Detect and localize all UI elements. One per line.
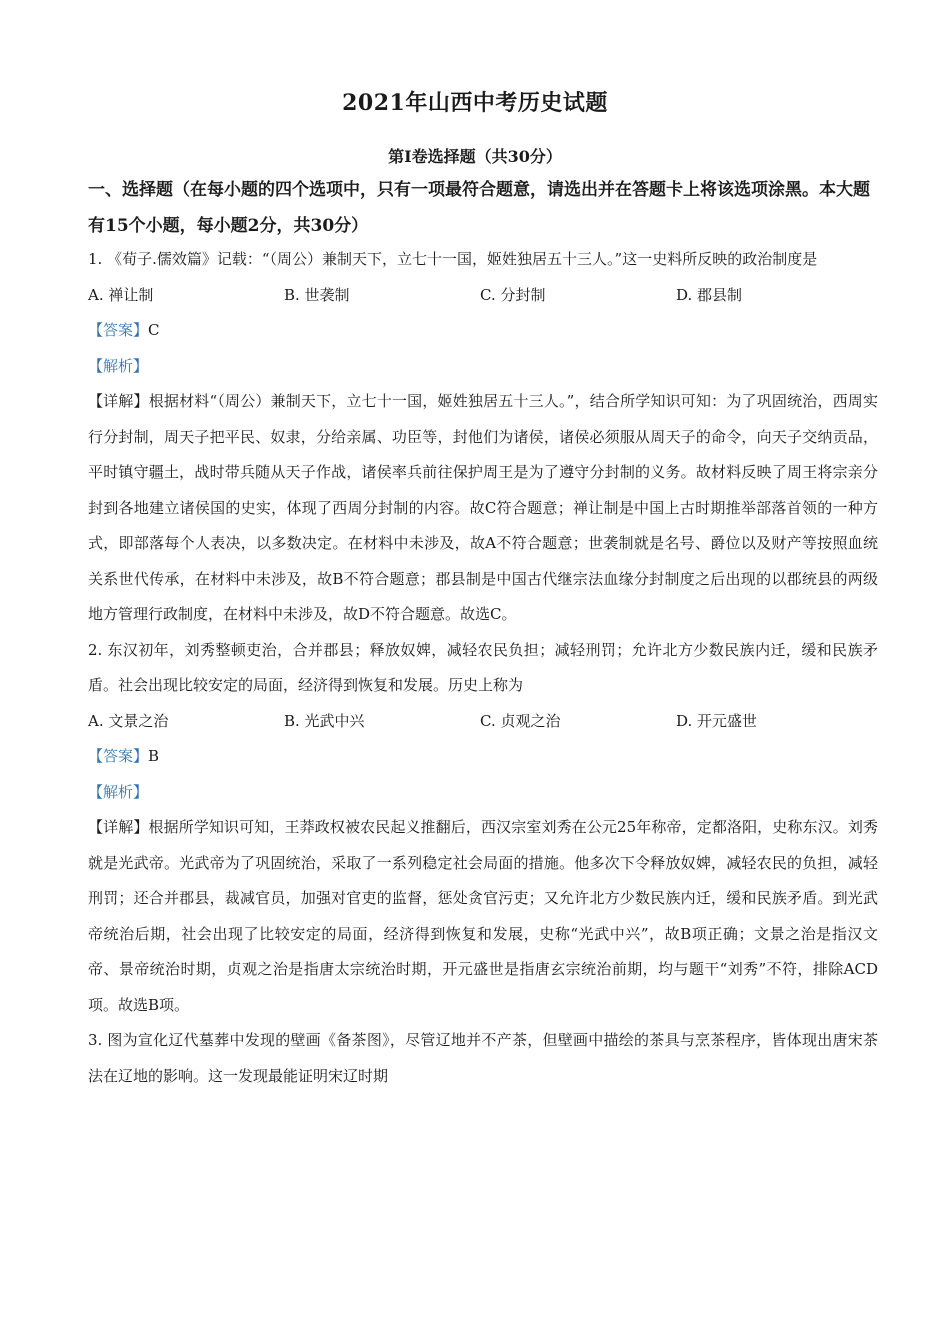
q1-answer-value: C [148,321,160,339]
q2-options [88,704,878,740]
q1-detail-text: 根据材料“（周公）兼制天下，立七十一国，姬姓独居五十三人。”，结合所学知识可知：为了巩固统治，西周实行分封制，周天子把平民、奴隶，分给亲属、功臣等，封他们为诸侯，诸侯必须服从周天子的命令，向天子交纳贡品，平时镇守疆土，战时带兵随从天子作战，诸侯率兵前往保护周王是为了遵守分封制的义务。故材料反映了周王将宗亲分封到各地建立诸侯国的史实，体现了西周分封制的内容。故C符合题意；禅让制是中国上古时期推举部落首领的一种方式，即部落每个人表决，以多数决定。在材料中未涉及，故A不符合题意；世袭制就是名号、爵位以及财产等按照血统关系世代传承，在材料中未涉及，故B不符合题意；郡县制是中国古代继宗法血缘分封制度之后出现的以郡统县的两级地方管理行政制度，在材料中未涉及，故D不符合题意。故选C。 [88,392,878,623]
section-subtitle: 第Ⅰ卷选择题（共30分） [388,147,562,166]
q3-stem: 3. 图为宣化辽代墓葬中发现的壁画《备茶图》，尽管辽地并不产茶，但壁画中描绘的茶具与烹茶程序，皆体现出唐宋茶法在辽地的影响。这一发现最能证明宋辽时期 [88,1031,878,1085]
page-title: 2021年山西中考历史试题 [342,90,608,116]
q1-stem: 1. 《荀子.儒效篇》记载：“（周公）兼制天下，立七十一国，姬姓独居五十三人。”这一史料所反映的政治制度是 [88,250,818,268]
answer-label: 【答案】 [88,321,149,339]
q1-option-c: C. 分封制 [480,285,546,304]
questions-body [88,242,878,1094]
q2-detail [88,810,878,1023]
q2-stem: 2. 东汉初年，刘秀整顿吏治，合并郡县；释放奴婢，减轻农民负担；减轻刑罚；允许北方少数民族内迁，缓和民族矛盾。社会出现比较安定的局面，经济得到恢复和发展。历史上称为 [88,640,878,694]
section-instructions: 一、选择题（在每小题的四个选项中，只有一项最符合题意，请选出并在答题卡上将该选项涂黑。本大题有15个小题，每小题2分，共30分） [88,180,870,236]
answer-label: 【答案】 [88,747,149,765]
q1-option-d: D. 郡县制 [676,285,743,304]
q1-analysis [88,349,878,385]
q2-analysis [88,775,878,811]
q1-options [88,278,878,314]
analysis-label: 【解析】 [88,356,149,375]
q1-detail [88,384,878,633]
q1-answer [88,313,878,349]
q2-option-c: C. 贞观之治 [480,711,561,730]
q2-option-b: B. 光武中兴 [284,711,365,730]
q2-option-a: A. 文景之治 [88,711,169,730]
q2-answer [88,739,878,775]
q2-detail-text: 根据所学知识可知，王莽政权被农民起义推翻后，西汉宗室刘秀在公元25年称帝，定都洛阳，史称东汉。刘秀就是光武帝。光武帝为了巩固统治，采取了一系列稳定社会局面的措施。他多次下令释放奴婢，减轻农民的负担，减轻刑罚；还合并郡县，裁减官员，加强对官吏的监督，惩处贪官污吏；又允许北方少数民族内迁，缓和民族矛盾。到光武帝统治后期，社会出现了比较安定的局面，经济得到恢复和发展，史称“光武中兴”，故B项正确；文景之治是指汉文帝、景帝统治时期，贞观之治是指唐太宗统治时期，开元盛世是指唐玄宗统治前期，均与题干“刘秀”不符，排除ACD项。故选B项。 [88,818,878,1014]
q1-option-a: A. 禅让制 [88,285,154,304]
detail-label: 【详解】 [88,392,149,410]
q2-option-d: D. 开元盛世 [676,711,758,730]
analysis-label: 【解析】 [88,782,149,801]
q2-answer-value: B [148,747,160,765]
detail-label: 【详解】 [88,818,149,836]
q1-option-b: B. 世袭制 [284,285,350,304]
